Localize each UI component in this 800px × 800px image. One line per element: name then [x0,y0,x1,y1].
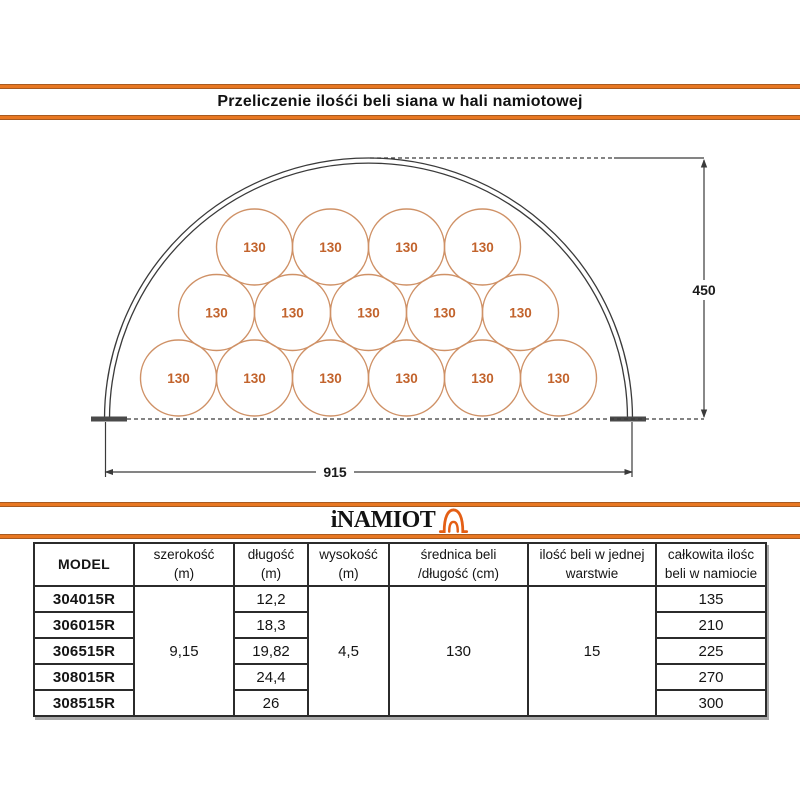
header-line: całkowita ilośc [667,547,755,563]
bale-diameter-label: 130 [547,371,570,386]
header-line: /długość (cm) [417,565,500,581]
cell-dlugosc: 26 [234,690,308,716]
header-line: beli w namiocie [664,565,758,581]
logo-band [0,502,800,539]
header-line: wysokość [319,547,378,563]
header-line: ilość beli w jednej [539,547,645,563]
bale-diameter-label: 130 [471,371,494,386]
bale-diameter-label: 130 [243,371,266,386]
col-header-model: MODEL [34,543,134,586]
table-header-row [34,543,766,586]
bale-diameter-label: 130 [471,240,494,255]
col-header-srednica [389,543,528,586]
header-line: warstwie [565,565,619,581]
cell-dlugosc: 18,3 [234,612,308,638]
logo [0,507,800,534]
bale-diameter-label: 130 [433,305,456,321]
bale-diameter-label: 130 [395,371,418,386]
logo-text: iNAMIOT [330,507,436,533]
col-header-wysokosc [308,543,389,586]
cell-calkowita: 135 [656,586,766,612]
title-band-bottom-rule [0,115,800,120]
cell-model: 306515R [34,638,134,664]
bale-diameter-label: 130 [357,305,380,321]
cell-dlugosc: 24,4 [234,664,308,690]
cell-model: 308515R [34,690,134,716]
cell-calkowita: 270 [656,664,766,690]
bale-diameter-label: 130 [281,305,304,321]
cell-model: 308015R [34,664,134,690]
col-header-calkowita [656,543,766,586]
col-header-ilosc [528,543,656,586]
cell-model: 304015R [34,586,134,612]
header-line: (m) [260,565,282,581]
cell-calkowita: 225 [656,638,766,664]
header-line: (m) [173,565,195,581]
col-header-dlugosc [234,543,308,586]
cell-dlugosc: 12,2 [234,586,308,612]
header-line: (m) [338,565,359,581]
tent-diagram [0,140,800,492]
header-line: średnica beli [420,547,497,563]
dim-height-arrow-bottom [701,410,707,419]
header-line: szerokość [153,547,215,563]
page-title: Przeliczenie ilośći beli siana w hali namiotowej [217,93,583,110]
dim-width-label: 915 [323,464,347,480]
cell-szerokosc-shared: 9,15 [134,586,234,716]
tent-arch-icon [438,506,469,534]
table-row [34,586,766,612]
cell-dlugosc: 19,82 [234,638,308,664]
bale-diameter-label: 130 [395,240,418,255]
title-band [0,84,800,120]
bale-diameter-label: 130 [243,240,266,255]
logo-band-bottom-rule [0,534,800,539]
bale-diameter-label: 130 [205,305,228,321]
col-header-szerokosc [134,543,234,586]
dim-height-label: 450 [692,282,716,298]
cell-calkowita: 210 [656,612,766,638]
header-line: długość [247,547,295,563]
bale-diameter-label: 130 [319,371,342,386]
cell-ilosc-shared: 15 [528,586,656,716]
bale-diameter-label: 130 [167,371,190,386]
bale-diameter-label: 130 [319,240,342,255]
cell-calkowita: 300 [656,690,766,716]
bale-diameter-label: 130 [509,305,532,321]
bale-circles [141,209,597,416]
cell-srednica-shared: 130 [389,586,528,716]
dim-height-arrow-top [701,159,707,168]
spec-table [33,542,767,717]
cell-model: 306015R [34,612,134,638]
tent-diagram-svg [0,140,800,492]
cell-wysokosc-shared: 4,5 [308,586,389,716]
